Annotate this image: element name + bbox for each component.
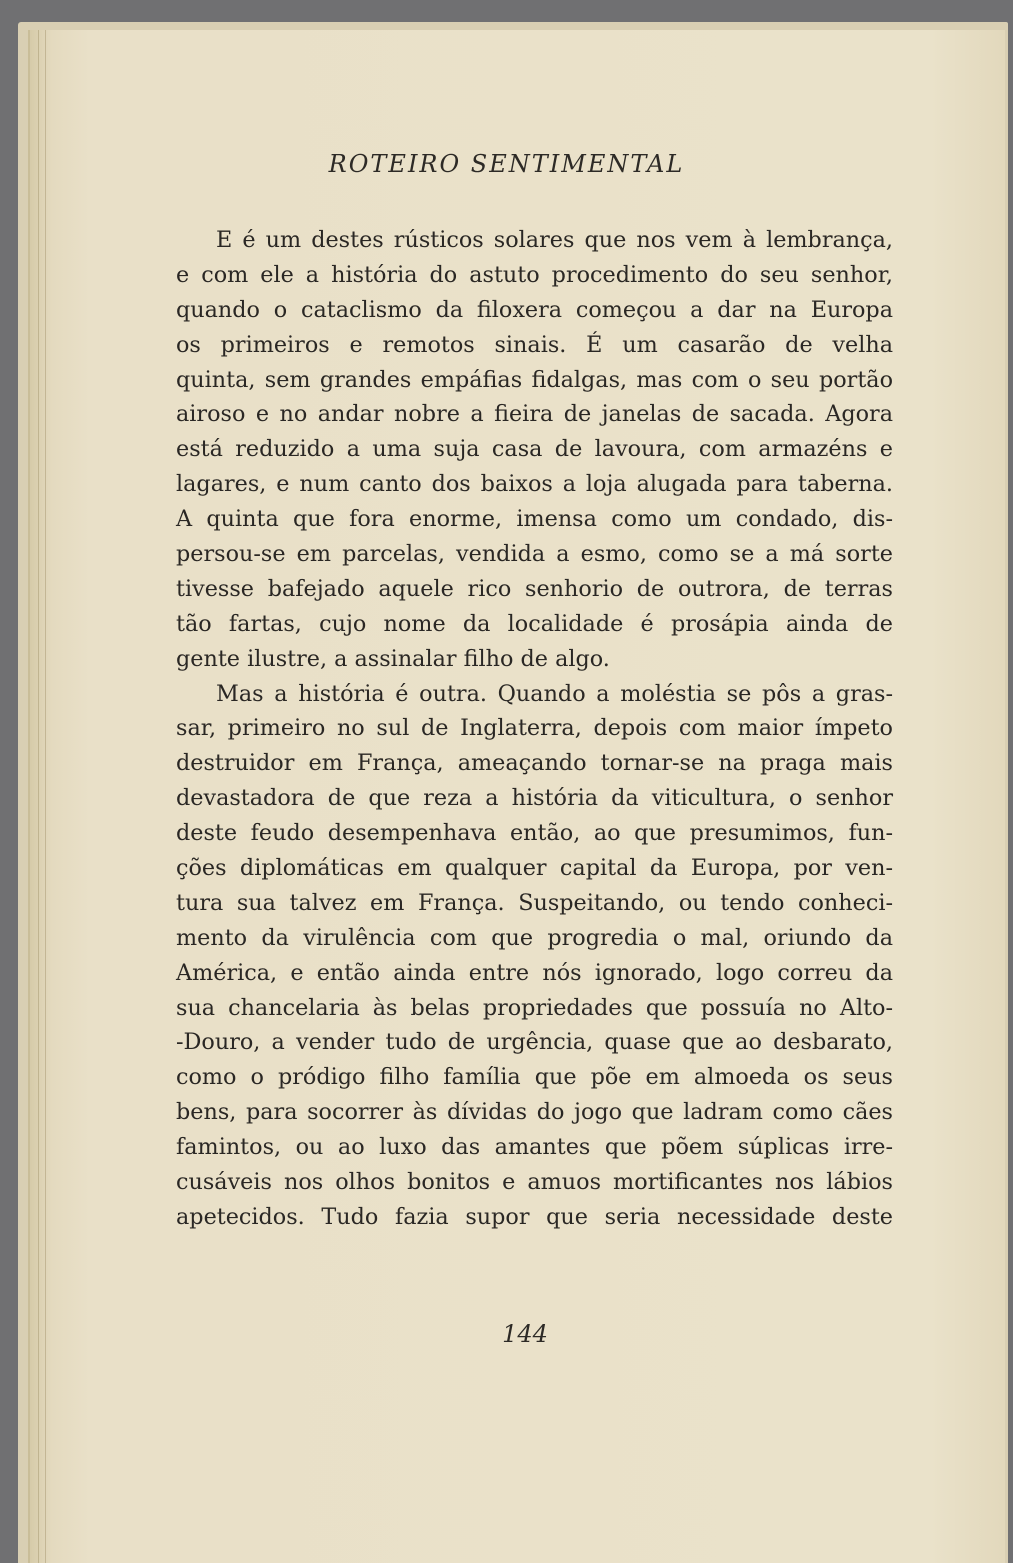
text-line: está reduzido a uma suja casa de lavoura, com armazéns e xyxy=(176,436,893,463)
text-line: os primeiros e remotos sinais. É um casarão de velha xyxy=(176,331,893,358)
text-line: quinta, sem grandes empáfias fidalgas, mas com o seu portão xyxy=(176,366,893,393)
text-line: devastadora de que reza a história da viticultura, o senhor xyxy=(176,785,893,812)
text-line: persou-se em parcelas, vendida a esmo, como se a má sorte xyxy=(176,541,893,568)
body-text xyxy=(176,223,893,1235)
text-line: América, e então ainda entre nós ignorado, logo correu da xyxy=(176,959,893,986)
text-line: sua chancelaria às belas propriedades que possuía no Alto- xyxy=(176,994,893,1021)
text-line: mento da virulência com que progredia o mal, oriundo da xyxy=(176,924,893,951)
text-line: apetecidos. Tudo fazia supor que seria necessidade deste xyxy=(176,1203,893,1230)
text-line: lagares, e num canto dos baixos a loja alugada para taberna. xyxy=(176,471,893,498)
text-line: gente ilustre, a assinalar filho de algo. xyxy=(176,645,610,672)
text-line: cusáveis nos olhos bonitos e amuos mortificantes nos lábios xyxy=(176,1169,893,1196)
page-number: 144 xyxy=(502,1320,548,1348)
text-line: quando o cataclismo da filoxera começou a dar na Europa xyxy=(176,296,893,323)
text-line: -Douro, a vender tudo de urgência, quase que ao desbarato, xyxy=(176,1029,893,1056)
text-line: e com ele a história do astuto procedimento do seu senhor, xyxy=(176,261,893,288)
text-line: deste feudo desempenhava então, ao que presumimos, fun- xyxy=(176,820,893,847)
text-line: Mas a história é outra. Quando a moléstia se pôs a gras- xyxy=(216,680,893,707)
text-line: ções diplomáticas em qualquer capital da Europa, por ven- xyxy=(176,855,893,882)
running-header: ROTEIRO SENTIMENTAL xyxy=(328,150,685,178)
text-line: A quinta que fora enorme, imensa como um condado, dis- xyxy=(176,506,893,533)
text-line: sar, primeiro no sul de Inglaterra, depois com maior ímpeto xyxy=(176,715,893,742)
text-line: E é um destes rústicos solares que nos vem à lembrança, xyxy=(216,227,893,253)
text-line: tão fartas, cujo nome da localidade é prosápia ainda de xyxy=(176,610,893,637)
text-line: destruidor em França, ameaçando tornar-se na praga mais xyxy=(176,750,893,777)
text-line: famintos, ou ao luxo das amantes que põem súplicas irre- xyxy=(176,1134,893,1161)
text-line: bens, para socorrer às dívidas do jogo que ladram como cães xyxy=(176,1099,893,1126)
text-line: tivesse bafejado aquele rico senhorio de outrora, de terras xyxy=(176,575,893,602)
text-line: airoso e no andar nobre a fieira de janelas de sacada. Agora xyxy=(176,401,893,428)
text-line: tura sua talvez em França. Suspeitando, ou tendo conheci- xyxy=(176,889,893,916)
text-line: como o pródigo filho família que põe em almoeda os seus xyxy=(176,1064,893,1091)
